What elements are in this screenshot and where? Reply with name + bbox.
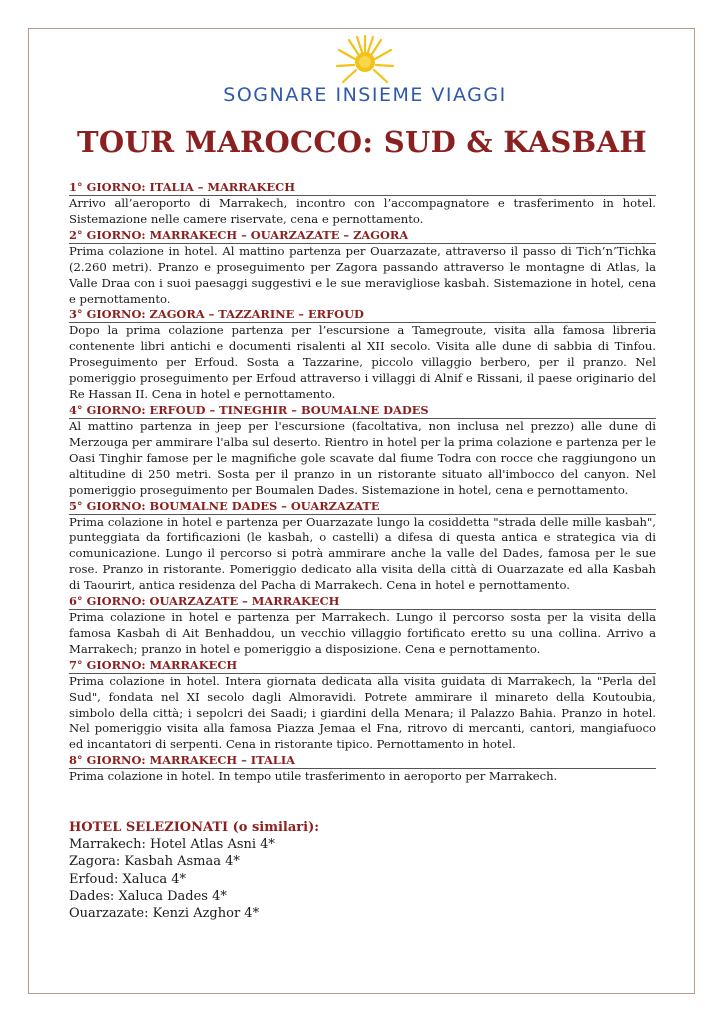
day-heading: 7° GIORNO: MARRAKECH [69, 658, 656, 674]
day-section [69, 658, 656, 754]
hotel-item: Ouarzazate: Kenzi Azghor 4* [69, 906, 260, 922]
day-section [69, 594, 656, 658]
hotel-item: Zagora: Kasbah Asmaa 4* [69, 854, 240, 870]
brand-name: SOGNARE INSIEME VIAGGI [223, 84, 507, 106]
day-description: Prima colazione in hotel. In tempo utile trasferimento in aeroporto per Marrakech. [69, 769, 558, 784]
day-section [69, 403, 656, 499]
hotel-list-heading: HOTEL SELEZIONATI (o similari): [69, 820, 320, 835]
day-description: Al mattino partenza in jeep per l'escursione (facoltativa, non inclusa nel prezzo) alle dune di Merzouga per ammirare l'alba sul deserto. Rientro in hotel per la prima colazione e partenza per le Oasi Tinghir famose per le magnifiche gole scavate dal fiume Todra con rocce che raggiungono un altitudine di 250 metri. Sosta per il pranzo in un ristorante situato all'imbocco del canyon. Nel pomeriggio proseguimento per Boumalen Dades. Sistemazione in hotel, cena e pernottamento. [69, 418, 656, 497]
day-description: Prima colazione in hotel. Al mattino partenza per Ouarzazate, attraverso il passo di Tich’n’Tichka (2.260 metri). Pranzo e proseguimento per Zagora passando attraverso le montagne di Atlas, la Valle Draa con i suoi paesaggi suggestivi e le sue meravigliose kasbah. Sistemazione in hotel, cena e pernottamento. [69, 243, 656, 306]
hotel-item: Dades: Xaluca Dades 4* [69, 888, 227, 904]
hotel-list [69, 819, 469, 922]
day-heading: 4° GIORNO: ERFOUD – TINEGHIR – BOUMALNE DADES [69, 403, 656, 419]
sun-icon [325, 34, 405, 90]
day-heading: 2° GIORNO: MARRAKECH – OUARZAZATE – ZAGORA [69, 228, 656, 244]
day-heading: 5° GIORNO: BOUMALNE DADES – OUARZAZATE [69, 499, 656, 515]
day-section [69, 228, 656, 308]
brand-logo [205, 34, 525, 110]
day-section [69, 499, 656, 595]
day-description: Prima colazione in hotel. Intera giornata dedicata alla visita guidata di Marrakech, la "Perla del Sud", fondata nel XI secolo dagli Almoravidi. Potrete ammirare il minareto della Koutoubia, simbolo della città; i sepolcri dei Saadi; i giardini della Menara; il Palazzo Bahia. Pranzo in hotel. Nel pomeriggio visita alla famosa Piazza Jemaa el Fna, ritrovo di mercanti, cantori, mangiafuoco ed incantatori di serpenti. Cena in ristorante tipico. Pernottamento in hotel. [69, 673, 656, 752]
day-description: Dopo la prima colazione partenza per l’escursione a Tamegroute, visita alla famosa libreria contenente libri antichi e documenti risalenti al XII secolo. Visita alle dune di sabbia di Tinfou. Proseguimento per Erfoud. Sosta a Tazzarine, piccolo villaggio berbero, per il pranzo. Nel pomeriggio proseguimento per Erfoud attraverso i villaggi di Alnif e Rissani, il paese originario del Re Hassan II. Cena in hotel e pernottamento. [69, 323, 656, 402]
day-description: Prima colazione in hotel e partenza per Ouarzazate lungo la cosiddetta "strada delle mille kasbah", punteggiata da fortificazioni (le kasbah, o castelli) a difesa di questa antica e strategica via di comunicazione. Lungo il percorso si potrà ammirare anche la valle del Dades, famosa per le sue rose. Pranzo in ristorante. Pomeriggio dedicato alla visita della città di Ouarzazate ed alla Kasbah di Taourirt, antica residenza del Pacha di Marrakech. Cena in hotel e pernottamento. [69, 514, 656, 593]
day-section [69, 307, 656, 403]
day-description: Arrivo all’aeroporto di Marrakech, incontro con l’accompagnatore e trasferimento in hotel. Sistemazione nelle camere riservate, cena e pernottamento. [69, 196, 656, 226]
day-heading: 6° GIORNO: OUARZAZATE – MARRAKECH [69, 594, 656, 610]
day-heading: 1° GIORNO: ITALIA – MARRAKECH [69, 180, 656, 196]
day-heading: 3° GIORNO: ZAGORA – TAZZARINE – ERFOUD [69, 307, 656, 323]
hotel-item: Erfoud: Xaluca 4* [69, 871, 187, 887]
day-heading: 8° GIORNO: MARRAKECH – ITALIA [69, 753, 656, 769]
itinerary [69, 180, 656, 785]
hotel-item: Marrakech: Hotel Atlas Asni 4* [69, 837, 275, 853]
day-section [69, 180, 656, 228]
page-title: TOUR MAROCCO: SUD & KASBAH [77, 125, 647, 159]
day-description: Prima colazione in hotel e partenza per Marrakech. Lungo il percorso sosta per la visita della famosa Kasbah di Ait Benhaddou, un vecchio villaggio fortificato eretto su una collina. Arrivo a Marrakech; pranzo in hotel e pomeriggio a disposizione. Cena e pernottamento. [69, 610, 656, 656]
day-section [69, 753, 656, 785]
